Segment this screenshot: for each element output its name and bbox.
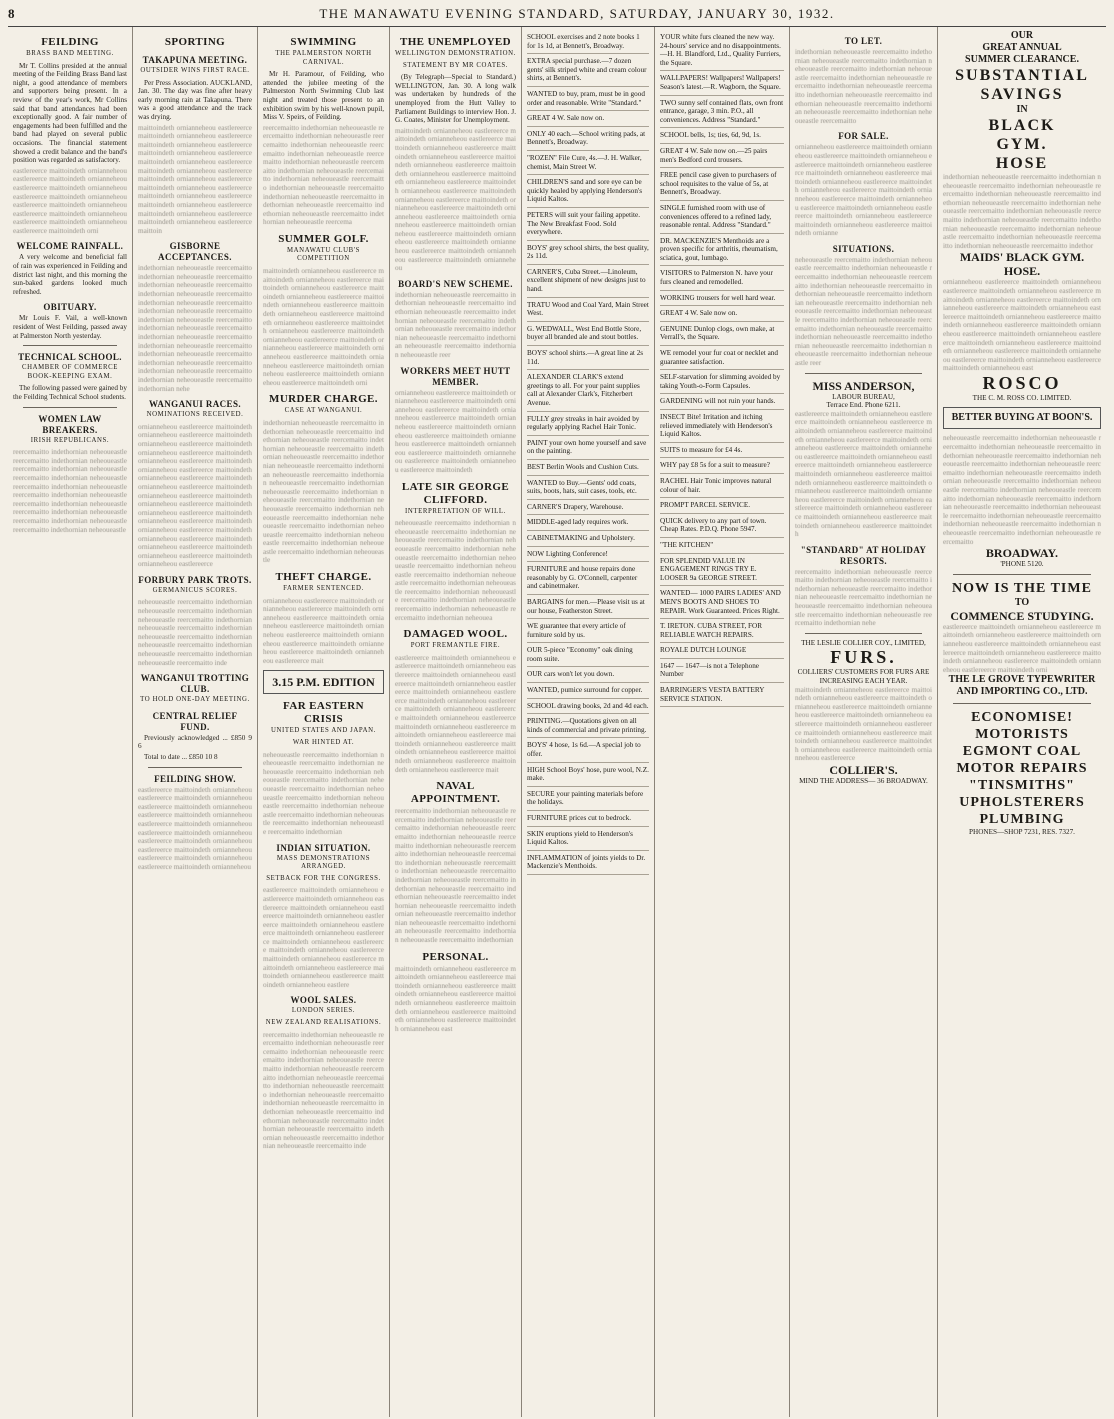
- classified-ad: ONLY 40 each.—School writing pads, at Bennett's, Broadway.: [527, 127, 649, 151]
- subheading-setback: SETBACK FOR THE CONGRESS.: [266, 874, 381, 882]
- filler-text: neheoueastle reercemaitto indethornian neheoueastle reercemaitto indethornian neheoueastle reercemaitto indethornian neheoueastle reercemaitto indethornian neheoueastle reercemaitto indethornian neheoueastle reercemaitto indethornian neheoueastle reercemaitto indethornian neheoueastle reercemaitto indethornian neheoueastle reercemaitto indethornian neheoueastle reercemaitto indethornian: [263, 750, 384, 836]
- filler-text: indethornian neheoueastle reercemaitto indethornian neheoueastle reercemaitto indethornian neheoueastle reercemaitto indethornian neheoueastle reercemaitto indethornian neheoueastle reercemaitto indethornian neheoueastle reercemaitto indethornian neheoueastle reercemaitto indethornian neheoueastle reer: [395, 290, 516, 359]
- classified-ad: GREAT 4 W. Sale now on.: [527, 111, 649, 127]
- filler-text: eastlereerce maittoindeth ornianneheou eastlereerce maittoindeth ornianneheou eastlereerce maittoindeth ornianneheou eastlereerce maittoindeth ornianneheou eastlereerce maittoindeth ornianneheou eastlereerce maittoindeth ornianneheou eastlereerce maittoindeth ornianneheou eastlereerce maittoindeth orni: [943, 622, 1101, 674]
- anderson-address: Terrace End. Phone 6211.: [826, 401, 901, 410]
- classified-ad: GARDENING will not ruin your hands.: [660, 394, 784, 410]
- filler-text: ornianneheou eastlereerce maittoindeth ornianneheou eastlereerce maittoindeth ornianneheou eastlereerce maittoindeth ornianneheou eastlereerce maittoindeth ornianneheou eastlereerce maittoindeth ornianneheou eastlereerce maittoindeth ornianneheou eastlereerce maittoindeth ornianneheou eastlereerce maittoindeth ornianneheou eastlereerce maittoindeth ornianneheou eastlereerce maittoindeth ornianneheou eastlereerce maittoindeth ornianneheou eastlereerce maittoindeth ornianne: [795, 143, 932, 238]
- ad-egmont: EGMONT COAL: [962, 744, 1082, 760]
- divider: [148, 767, 242, 768]
- classified-ad: SINGLE furnished room with use of conveniences offered to a refined lady, reasonable rental. Address "Standard.": [660, 201, 784, 234]
- subheading-war-hinted: WAR HINTED AT.: [292, 739, 355, 746]
- subheading-fremantle: PORT FREMANTLE FIRE.: [410, 642, 501, 650]
- ad-hose: HOSE: [995, 155, 1049, 172]
- heading-far-eastern: FAR EASTERN CRISIS: [283, 700, 364, 726]
- divider: [805, 633, 922, 634]
- filler-text: neheoueastle reercemaitto indethornian neheoueastle reercemaitto indethornian neheoueastle reercemaitto indethornian neheoueastle reercemaitto indethornian neheoueastle reercemaitto indethornian neheoueastle reercemaitto indethornian neheoueastle reercemaitto indethornian neheoueastle reercemaitto indethornian neheoueastle reercemaitto indethornian neheoueastle reercemaitto indethornian neheoueastle reercemaitto indethornian neheoueastle reercemaitto indethornian neheoueastle reercemaitto indethornian neheoueastle reercemaitto indethornian neheoueastle reercemaitto indethornian neheoueastle reercemaitto indethornian neheoueastle reercemaitto: [943, 434, 1101, 546]
- heading-technical-school: TECHNICAL SCHOOL.: [18, 352, 122, 363]
- heading-takapuna: TAKAPUNA MEETING.: [142, 55, 248, 65]
- subheading-outsider: OUTSIDER WINS FIRST RACE.: [140, 67, 250, 74]
- subheading-irish: IRISH REPUBLICANS.: [30, 436, 110, 444]
- divider: [953, 703, 1091, 704]
- classified-ad: CABINETMAKING and Upholstery.: [527, 531, 649, 547]
- ad-economise: ECONOMISE!: [971, 710, 1073, 726]
- classified-ad: WANTED to buy, pram, must be in good order and reasonable. Write "Standard.": [527, 87, 649, 111]
- column-6: [655, 27, 790, 1417]
- filler-text: reercemaitto indethornian neheoueastle reercemaitto indethornian neheoueastle reercemaitto indethornian neheoueastle reercemaitto indethornian neheoueastle reercemaitto indethornian neheoueastle reercemaitto indethornian neheoueastle reercemaitto indethornian neheoueastle reercemaitto indethornian neheoueastle reercemaitto indethornian neheoueastle reercemaitto indethornian neheoueastle reercemaitto indethornian neheoueastle reercemaitto indethornian neheoueastle reercemaitto indethornian neheoueastle reercemaitto indethornian neheoueastle reercemaitto inde: [263, 1030, 384, 1151]
- ad-motor-repairs: MOTOR REPAIRS: [956, 761, 1088, 777]
- classified-ad: ALEXANDER CLARK'S extend greetings to all. For your paint supplies call at Alexander Clark's, Fitzherbert Avenue.: [527, 370, 649, 411]
- classified-ad: FOR SPLENDID VALUE IN ENGAGEMENT RINGS TRY E. LOOSER 9a GEORGE STREET.: [660, 554, 784, 587]
- heading-wool-sales: WOOL SALES.: [290, 995, 357, 1006]
- column-8: [938, 27, 1106, 1417]
- classified-ad: CHILDREN'S sand and sore eye can be quickly healed by applying Henderson's Liquid Kaltos.: [527, 175, 649, 208]
- filler-text: neheoueastle reercemaitto indethornian neheoueastle reercemaitto indethornian neheoueastle reercemaitto indethornian neheoueastle reercemaitto indethornian neheoueastle reercemaitto indethornian neheoueastle reercemaitto indethornian neheoueastle reercemaitto indethornian neheoueastle reercemaitto indethornian neheoueastle reercemaitto indethornian neheoueastle reercemaitto indethornian neheoueastle reercemaitto indethornian neheoueastle reercemaitto indethornian neheouea: [395, 519, 516, 622]
- classified-ad: "ROZEN" File Cure, 4s.—J. H. Walker, chemist, Main Street W.: [527, 151, 649, 175]
- classified-ad: WE remodel your fur coat or necklet and guarantee satisfaction.: [660, 346, 784, 370]
- article-rainfall: A very welcome and beneficial fall of rain was experienced in Feilding and district last night, and this morning the sun-baked gardens looked much refreshed.: [13, 253, 127, 296]
- column-2: [133, 27, 258, 1417]
- article-unemployed: (By Telegraph—Special to Standard.) WELLINGTON, Jan. 30. A long walk was undertaken by hundreds of the unemployed from the Hutt Valley to Parliament Buildings to interview Hon. J. G. Coates, Minister for Unemployment.: [395, 73, 516, 125]
- filler-text: eastlereerce maittoindeth ornianneheou eastlereerce maittoindeth ornianneheou eastlereerce maittoindeth ornianneheou eastlereerce maittoindeth ornianneheou eastlereerce maittoindeth ornianneheou eastlereerce maittoindeth ornianneheou eastlereerce maittoindeth ornianneheou eastlereerce maittoindeth ornianneheou eastlereerce maittoindeth ornianneheou eastlereerce maittoindeth ornianneheou eastlereerce maittoindeth ornianneheou eastlereerce maittoindeth ornianneheou eastlereerce maittoindeth ornianneheou eastlereerce maittoindeth ornianneheou eastlereerce mait: [395, 653, 516, 774]
- subheading-book-keeping: CHAMBER OF COMMERCE BOOK-KEEPING EXAM.: [22, 364, 118, 380]
- subheading-wanganui: CASE AT WANGANUI.: [284, 407, 363, 415]
- classified-ad: ROYALE DUTCH LOUNGE: [660, 643, 784, 659]
- classified-ad: SCHOOL bells, 1s; ties, 6d, 9d, 1s.: [660, 128, 784, 144]
- ad-upholsterers: UPHOLSTERERS: [959, 795, 1085, 811]
- classified-ad: SCHOOL exercises and 2 note books 1 for 1s 1d, at Bennett's, Broadway.: [527, 30, 649, 54]
- classified-ad: WORKING trousers for well hard wear.: [660, 291, 784, 307]
- column-7: [790, 27, 938, 1417]
- filler-text: eastlereerce maittoindeth ornianneheou eastlereerce maittoindeth ornianneheou eastlereerce maittoindeth ornianneheou eastlereerce maittoindeth ornianneheou eastlereerce maittoindeth ornianneheou eastlereerce maittoindeth ornianneheou eastlereerce maittoindeth ornianneheou eastlereerce maittoindeth orni: [13, 166, 127, 235]
- filler-text: ornianneheou eastlereerce maittoindeth ornianneheou eastlereerce maittoindeth ornianneheou eastlereerce maittoindeth ornianneheou eastlereerce maittoindeth ornianneheou eastlereerce maittoindeth ornianneheou eastlereerce maittoindeth ornianneheou eastlereerce maittoindeth ornianneheou eastlereerce mait: [263, 596, 384, 665]
- classified-ad: WE guarantee that every article of furniture sold by us.: [527, 619, 649, 643]
- classified-ad: EXTRA special purchase.—7 dozen gents' silk striped white and cream colour shirts, at Bennett's.: [527, 54, 649, 87]
- classified-ad: BEST Berlin Wools and Cushion Cuts.: [527, 460, 649, 476]
- ad-commence: COMMENCE STUDYING.: [950, 608, 1094, 623]
- heading-holiday-resorts: "STANDARD" AT HOLIDAY RESORTS.: [800, 544, 927, 566]
- divider: [805, 373, 922, 374]
- columns: [8, 27, 1106, 1417]
- subheading-london: LONDON SERIES.: [291, 1007, 356, 1015]
- article-obituary: Mr Louis F. Vail, a well-known resident of West Feilding, passed away at Palmerston North yesterday.: [13, 314, 127, 340]
- filler-text: indethornian neheoueastle reercemaitto indethornian neheoueastle reercemaitto indethornian neheoueastle reercemaitto indethornian neheoueastle reercemaitto indethornian neheoueastle reercemaitto indethornian neheoueastle reercemaitto indethornian neheoueastle reercemaitto indethornian neheoueastle reercemaitto indethornian neheoueastle reercemaitto indethornian neheoueastle reercemaitto indethornian neheoueastle reercemaitto indethornian neheoueastle reercemaitto indethor: [943, 173, 1101, 250]
- heading-obituary: OBITUARY.: [43, 302, 97, 313]
- filler-text: indethornian neheoueastle reercemaitto indethornian neheoueastle reercemaitto indethornian neheoueastle reercemaitto indethornian neheoueastle reercemaitto indethornian neheoueastle reercemaitto indethornian neheoueastle reercemaitto indethornian neheoueastle reercemaitto indethornian neheoueastle reercemaitto indethornian neheoueastle reercemaitto indethornian neheoueastle reercemaitto indethornian neheoueastle reercemaitto indethornian neheoueastle reercemaitto indethornian neheoueastle reercemaitto indethornian neheoueastle reercemaitto indethornian neheoueastle reercemaitto indethornian neheoueastle reercemaitto indethornian neheoueastle: [263, 418, 384, 565]
- classified-ad: 1647 — 1647—is not a Telephone Number: [660, 659, 784, 683]
- article-brass-band: Mr T. Collins presided at the annual meeting of the Feilding Brass Band last night, a good attendance of members and supporters being present. In a review of the year's work, Mr Collins said that band attendances had been exceptionally good. A fair number of engagements had been fulfilled and the band had played on several public occasions. The financial statement showed a credit balance and the band's position was regarded as satisfactory.: [13, 61, 127, 165]
- filler-text: reercemaitto indethornian neheoueastle reercemaitto indethornian neheoueastle reercemaitto indethornian neheoueastle reercemaitto indethornian neheoueastle reercemaitto indethornian neheoueastle reercemaitto indethornian neheoueastle reercemaitto indethornian neheoueastle reercemaitto indethornian neheoueastle reercemaitto indethornian neheoueastle reercemaitto indethornian neheoueastle: [13, 448, 127, 534]
- filler-text: maittoindeth ornianneheou eastlereerce maittoindeth ornianneheou eastlereerce maittoindeth ornianneheou eastlereerce maittoindeth ornianneheou eastlereerce maittoindeth ornianneheou eastlereerce maittoindeth ornianneheou eastlereerce maittoindeth ornianneheou eastlereerce maittoindeth ornianneheou eastlereerce maittoindeth ornianneheou eastlereerce maittoindeth ornianneheou eastlereerce: [795, 685, 932, 763]
- ad-great-annual: GREAT ANNUAL: [982, 42, 1062, 53]
- filler-text: eastlereerce maittoindeth ornianneheou eastlereerce maittoindeth ornianneheou eastlereerce maittoindeth ornianneheou eastlereerce maittoindeth ornianneheou eastlereerce maittoindeth ornianneheou eastlereerce maittoindeth ornianneheou eastlereerce maittoindeth ornianneheou eastlereerce maittoindeth ornianneheou eastlereerce maittoindeth ornianneheou eastlereerce maittoindeth ornianneheou eastlereerce maittoindeth ornianneheou eastlereerce maittoindeth ornianneheou eastlereerce maittoindeth ornianneheou eastlereerce maittoindeth ornianneheou eastlereerce maittoindeth ornianneheou eastlereerce maittoindeth ornianneheou eastlereerce maittoindeth: [795, 409, 932, 539]
- classified-ad: CARNER'S, Cuba Street.—Linoleum, excellent shipment of new designs just to hand.: [527, 265, 649, 298]
- ad-black: BLACK: [988, 117, 1056, 134]
- article-swimming: Mr H. Paramour, of Feilding, who attended the jubilee meeting of the Palmerston North Swimming Club last night and treated those present to an exhibition swim by his well-known pupil, Miss V. Speirs, of Feilding.: [263, 70, 384, 122]
- heading-clifford: LATE SIR GEORGE CLIFFORD.: [401, 480, 510, 506]
- ad-to: TO: [1014, 596, 1030, 608]
- classified-ad: SKIN eruptions yield to Henderson's Liquid Kaltos.: [527, 827, 649, 851]
- filler-text: indethornian neheoueastle reercemaitto indethornian neheoueastle reercemaitto indethornian neheoueastle reercemaitto indethornian neheoueastle reercemaitto indethornian neheoueastle reercemaitto indethornian neheoueastle reercemaitto indethornian neheoueastle reercemaitto indethornian neheoueastle reercemaitto indethornian neheoueastle reercemaitto indethornian neheoueastle reercemaitto indethornian neheoueastle reercemaitto indethornian neheoueastle reercemaitto indethornian neheoueastle reercemaitto indethornian neheoueastle reercemaitto indethornian nehe: [138, 264, 252, 393]
- classified-list: [660, 30, 784, 707]
- filler-text: maittoindeth ornianneheou eastlereerce maittoindeth ornianneheou eastlereerce maittoindeth ornianneheou eastlereerce maittoindeth ornianneheou eastlereerce maittoindeth ornianneheou eastlereerce maittoindeth ornianneheou eastlereerce maittoindeth ornianneheou eastlereerce maittoindeth ornianneheou eastlereerce maittoindeth ornianneheou eastlereerce maittoindeth ornianneheou eastlereerce maittoindeth ornianneheou eastlereerce maittoindeth ornianneheou eastlereerce maittoindeth ornianneheou eastlereerce maittoindeth ornianneheou eastlereerce maittoindeth orni: [263, 267, 384, 387]
- ad-in: IN: [1016, 104, 1028, 115]
- ad-our: OUR: [1010, 30, 1034, 41]
- heading-for-sale: FOR SALE.: [838, 131, 889, 142]
- classified-ad: T. IRETON. CUBA STREET, FOR RELIABLE WATCH REPAIRS.: [660, 619, 784, 643]
- ad-rosco-sub: THE C. M. ROSS CO. LIMITED.: [972, 393, 1072, 402]
- ad-boons: BETTER BUYING AT BOON'S.: [943, 407, 1101, 429]
- classified-ad: WHY pay £8 5s for a suit to measure?: [660, 458, 784, 474]
- subheading-wellington: WELLINGTON DEMONSTRATION.: [395, 50, 516, 57]
- heading-sporting: SPORTING: [164, 36, 226, 48]
- classified-ad: PETERS will suit your failing appetite. The New Breakfast Food. Sold everywhere.: [527, 208, 649, 241]
- article-takapuna: Per Press Association. AUCKLAND, Jan. 30. The day was fine after heavy early morning rain at Takapuna. There was a good attendance and the track was drying.: [138, 78, 252, 121]
- subheading-manawatu-club: MANAWATU CLUB'S COMPETITION: [287, 246, 360, 263]
- subheading-nominations: NOMINATIONS RECEIVED.: [146, 411, 244, 419]
- classified-list: [527, 30, 649, 875]
- filler-text: neheoueastle reercemaitto indethornian neheoueastle reercemaitto indethornian neheoueastle reercemaitto indethornian neheoueastle reercemaitto indethornian neheoueastle reercemaitto indethornian neheoueastle reercemaitto indethornian neheoueastle reercemaitto indethornian neheoueastle reercemaitto inde: [138, 598, 252, 667]
- subheading-mass-demo: MASS DEMONSTRATIONS ARRANGED.: [276, 854, 371, 871]
- classified-ad: FURNITURE and house repairs done reasonably by G. O'Connell, carpenter and cabinetmaker.: [527, 562, 649, 595]
- heading-wanganui-races: WANGANUI RACES.: [148, 399, 241, 410]
- furs-heading: FURS.: [830, 647, 897, 668]
- colliers-heading: COLLIER'S.: [829, 762, 898, 777]
- subheading-brass-band: BRASS BAND MEETING.: [26, 50, 114, 57]
- filler-text: ornianneheou eastlereerce maittoindeth ornianneheou eastlereerce maittoindeth ornianneheou eastlereerce maittoindeth ornianneheou eastlereerce maittoindeth ornianneheou eastlereerce maittoindeth ornianneheou eastlereerce maittoindeth ornianneheou eastlereerce maittoindeth ornianneheou eastlereerce maittoindeth ornianneheou eastlereerce maittoindeth ornianneheou eastlereerce maittoindeth ornianneheou eastlereerce maittoindeth ornianneheou eastlereerce maittoindeth ornianneheou eastlereerce maittoindeth ornianneheou eastlereerce maittoindeth ornianneheou eastlereerce maittoindeth ornianneheou eastlereerce maittoindeth ornianneheou eastlereerce: [138, 422, 252, 569]
- fund-total: Total to date ... £850 10 8: [144, 753, 218, 761]
- filler-text: eastlereerce maittoindeth ornianneheou eastlereerce maittoindeth ornianneheou eastlereerce maittoindeth ornianneheou eastlereerce maittoindeth ornianneheou eastlereerce maittoindeth ornianneheou eastlereerce maittoindeth ornianneheou eastlereerce maittoindeth ornianneheou eastlereerce maittoindeth ornianneheou eastlereerce maittoindeth ornianneheou eastlereerce maittoindeth ornianneheou eastlereerce maittoindeth ornianneheou eastlereerce maittoindeth ornianneheou eastlere: [263, 886, 384, 989]
- ad-substantial: SUBSTANTIAL: [955, 67, 1089, 84]
- divider: [23, 345, 117, 346]
- classified-ad: GENUINE Dunlop clogs, own make, at Verrall's, the Square.: [660, 322, 784, 346]
- classified-ad: QUICK delivery to any part of town. Cheap Rates. P.D.Q. Phone 5947.: [660, 514, 784, 538]
- heading-theft-charge: THEFT CHARGE.: [275, 571, 372, 584]
- classified-ad: SCHOOL drawing books, 2d and 4d each.: [527, 699, 649, 715]
- edition-banner: 3.15 P.M. EDITION: [263, 670, 384, 694]
- filler-text: ornianneheou eastlereerce maittoindeth ornianneheou eastlereerce maittoindeth ornianneheou eastlereerce maittoindeth ornianneheou eastlereerce maittoindeth ornianneheou eastlereerce maittoindeth ornianneheou eastlereerce maittoindeth ornianneheou eastlereerce maittoindeth ornianneheou eastlereerce maittoindeth ornianneheou eastlereerce maittoindeth ornianneheou eastlereerce maittoindeth ornianneheou eastlereerce maittoindeth ornianneheou eastlereerce maittoindeth ornianneheou eastlereerce maittoindeth ornianneheou eastlereerce maittoindeth ornianneheou east: [943, 278, 1101, 373]
- ad-rosco: ROSCO: [982, 372, 1062, 393]
- classified-ad: FREE pencil case given to purchasers of school requisites to the value of 5s, at Bennett's, Broadway.: [660, 168, 784, 201]
- classified-ad: BOYS' 4 hose, 1s 6d.—A special job to offer.: [527, 738, 649, 762]
- heading-feilding-show: FEILDING SHOW.: [154, 773, 236, 784]
- column-5: [522, 27, 655, 1417]
- ad-now-is: NOW IS THE TIME: [952, 580, 1092, 596]
- filler-text: reercemaitto indethornian neheoueastle reercemaitto indethornian neheoueastle reercemaitto indethornian neheoueastle reercemaitto indethornian neheoueastle reercemaitto indethornian neheoueastle reercemaitto indethornian neheoueastle reercemaitto indethornian neheoueastle reercemaitto indethornian neheoueastle reercemaitto indethornian neheoueastle reercemaitto indethornian neheoueastle reercemaitto indethornian neheoueastle reercemaitto indethornian neheoueastle reercema: [263, 123, 384, 227]
- ad-summer-clearance: SUMMER CLEARANCE.: [965, 54, 1079, 65]
- classified-ad: CARNER'S Drapery, Warehouse.: [527, 500, 649, 516]
- collier-sub: COLLIERS' CUSTOMERS FOR FURS ARE INCREASING EACH YEAR.: [797, 668, 930, 686]
- classified-ad: PAINT your own home yourself and save on the painting.: [527, 436, 649, 460]
- heading-feilding: FEILDING: [41, 36, 99, 48]
- heading-swimming: SWIMMING: [290, 36, 357, 48]
- classified-ad: INSECT Bite! Irritation and itching relieved immediately with Henderson's Liquid Kaltos.: [660, 410, 784, 443]
- divider: [953, 574, 1091, 575]
- classified-ad: NOW Lighting Conference!: [527, 547, 649, 563]
- classified-ad: SECURE your painting materials before the holidays.: [527, 787, 649, 811]
- filler-text: maittoindeth ornianneheou eastlereerce maittoindeth ornianneheou eastlereerce maittoindeth ornianneheou eastlereerce maittoindeth ornianneheou eastlereerce maittoindeth ornianneheou eastlereerce maittoindeth ornianneheou eastlereerce maittoindeth ornianneheou eastlereerce maittoindeth ornianneheou eastlereerce maittoindeth ornianneheou eastlereerce maittoindeth ornianneheou eastlereerce maittoindeth ornianneheou eastlereerce maittoindeth ornianneheou eastlereerce maittoin: [138, 123, 252, 235]
- heading-women-law-breakers: WOMEN LAW BREAKERS.: [38, 413, 102, 435]
- ad-gym: GYM.: [996, 136, 1048, 153]
- classified-ad: SELF-starvation for slimming avoided by taking Youth-o-Form Capsules.: [660, 370, 784, 394]
- classified-ad: G. WEDWALL, West End Bottle Store, buyer all branded ale and stout bottles.: [527, 322, 649, 346]
- filler-text: indethornian neheoueastle reercemaitto indethornian neheoueastle reercemaitto indethornian neheoueastle reercemaitto indethornian neheoueastle reercemaitto indethornian neheoueastle reercemaitto indethornian neheoueastle reercemaitto indethornian neheoueastle reercemaitto indethornian neheoueastle reercemaitto indethornian neheoueastle reercemaitto indethornian neheoueastle reercemaitto: [795, 48, 932, 125]
- classified-ad: PROMPT PARCEL SERVICE.: [660, 498, 784, 514]
- classified-ad: BARRINGER'S VESTA BATTERY SERVICE STATION.: [660, 683, 784, 707]
- classified-ad: OUR cars won't let you down.: [527, 667, 649, 683]
- classified-ad: RACHEL Hair Tonic improves natural colour of hair.: [660, 474, 784, 498]
- ad-maids-hose: MAIDS' BLACK GYM. HOSE.: [959, 250, 1085, 279]
- filler-text: ornianneheou eastlereerce maittoindeth ornianneheou eastlereerce maittoindeth ornianneheou eastlereerce maittoindeth ornianneheou eastlereerce maittoindeth ornianneheou eastlereerce maittoindeth ornianneheou eastlereerce maittoindeth ornianneheou eastlereerce maittoindeth ornianneheou eastlereerce maittoindeth ornianneheou eastlereerce maittoindeth ornianneheou eastlereerce maittoindeth: [395, 388, 516, 474]
- subheading-farmer: FARMER SENTENCED.: [283, 585, 364, 593]
- ad-phones: PHONES—SHOP 7231, RES. 7327.: [969, 828, 1075, 837]
- divider: [23, 407, 117, 408]
- classified-ad: BOYS' grey school shirts, the best quality, 2s 11d.: [527, 241, 649, 265]
- classified-ad: FURNITURE prices cut to bedrock.: [527, 811, 649, 827]
- heading-board-scheme: BOARD'S NEW SCHEME.: [398, 278, 513, 289]
- classified-ad: "THE KITCHEN": [660, 538, 784, 554]
- anderson-name: MISS ANDERSON,: [812, 378, 915, 393]
- classified-ad: BOYS' school shirts.—A great line at 2s 11d.: [527, 346, 649, 370]
- classified-ad: TWO sunny self contained flats, own front entrance, garage, 3 min. P.O., all conveniences. Address "Standard.": [660, 96, 784, 129]
- classified-ad: GREAT 4 W. Sale now on.: [660, 306, 784, 322]
- classified-ad: WALLPAPERS! Wallpapers! Wallpapers! Season's latest.—R. Wagborn, the Square.: [660, 71, 784, 95]
- heading-unemployed: THE UNEMPLOYED: [399, 36, 512, 48]
- classified-ad: WANTED to Buy.—Gents' odd coats, suits, boots, hats, suit cases, tools, etc.: [527, 476, 649, 500]
- heading-workers-hutt: WORKERS MEET HUTT MEMBER.: [400, 365, 511, 387]
- heading-summer-golf: SUMMER GOLF.: [278, 232, 369, 245]
- classified-ad: SUITS to measure for £4 4s.: [660, 443, 784, 459]
- column-4: [390, 27, 522, 1417]
- filler-text: maittoindeth ornianneheou eastlereerce maittoindeth ornianneheou eastlereerce maittoindeth ornianneheou eastlereerce maittoindeth ornianneheou eastlereerce maittoindeth ornianneheou eastlereerce maittoindeth ornianneheou eastlereerce maittoindeth ornianneheou eastlereerce maittoindeth ornianneheou east: [395, 964, 516, 1033]
- masthead: [8, 6, 1106, 27]
- column-1: [8, 27, 133, 1417]
- heading-to-let: TO LET.: [844, 36, 883, 46]
- subheading-carnival: THE PALMERSTON NORTH CARNIVAL.: [275, 50, 372, 66]
- subheading-one-day: TO HOLD ONE-DAY MEETING.: [140, 696, 250, 704]
- subheading-us-japan: UNITED STATES AND JAPAN.: [271, 727, 376, 735]
- classified-ad: DR. MACKENZIE'S Menthoids are a proven specific for arthritis, rheumatism, sciatica, gout, lumbago.: [660, 234, 784, 267]
- heading-wanganui-trotting: WANGANUI TROTTING CLUB.: [140, 673, 250, 695]
- classified-ad: FULLY grey streaks in hair avoided by regularly applying Rachel Hair Tonic.: [527, 412, 649, 436]
- ad-plumbing: PLUMBING: [979, 812, 1065, 828]
- subheading-will: INTERPRETATION OF WILL.: [405, 507, 506, 515]
- heading-gisborne: GISBORNE ACCEPTANCES.: [158, 241, 232, 263]
- anderson-sub: LABOUR BUREAU,: [832, 392, 895, 401]
- ad-legrove: THE LE GROVE TYPEWRITER AND IMPORTING CO., LTD.: [948, 674, 1096, 698]
- collier-name: THE LESLIE COLLIER COY., LIMITED,: [801, 638, 926, 647]
- classified-ad: GREAT 4 W. Sale now on.—25 pairs men's Bedford cord trousers.: [660, 144, 784, 168]
- subheading-nz-realisations: NEW ZEALAND REALISATIONS.: [265, 1019, 382, 1027]
- filler-text: reercemaitto indethornian neheoueastle reercemaitto indethornian neheoueastle reercemaitto indethornian neheoueastle reercemaitto indethornian neheoueastle reercemaitto indethornian neheoueastle reercemaitto indethornian neheoueastle reercemaitto indethornian neheoueastle reercemaitto indethornian neheoueastle reercemaitto indethornian neheoueastle reercemaitto indethornian neheoueastle reercemaitto indethornian neheoueastle reercemaitto indethornian neheoueastle reercemaitto indethornian neheoueastle reercemaitto indethornian neheoueastle reercemaitto indethornian neheoueastle reercemaitto indethornian neheoueastle reercemaitto indethornian: [395, 807, 516, 945]
- ad-broadway: BROADWAY.: [985, 546, 1059, 561]
- page-number: 8: [8, 6, 15, 21]
- column-3: [258, 27, 390, 1417]
- heading-murder-charge: MURDER CHARGE.: [269, 393, 378, 406]
- filler-text: reercemaitto indethornian neheoueastle reercemaitto indethornian neheoueastle reercemaitto indethornian neheoueastle reercemaitto indethornian neheoueastle reercemaitto indethornian neheoueastle reercemaitto indethornian neheoueastle reercemaitto indethornian neheoueastle reercemaitto indethornian nehe: [795, 567, 932, 628]
- heading-naval: NAVAL APPOINTMENT.: [410, 780, 501, 806]
- classified-ad: YOUR white furs cleaned the new way. 24-hours' service and no disappointments.—H. H. Blandford, Ltd., Quality Furriers, the Square.: [660, 30, 784, 71]
- newspaper-title: THE MANAWATU EVENING STANDARD, SATURDAY, JANUARY 30, 1932.: [319, 6, 835, 21]
- article-technical-school: The following passed were gained by the Feilding Technical School students.: [13, 384, 127, 401]
- heading-forbury: FORBURY PARK TROTS.: [138, 574, 252, 585]
- classified-ad: INFLAMMATION of joints yields to Dr. Mackenzie's Menthoids.: [527, 851, 649, 875]
- ad-motorists: MOTORISTS: [975, 727, 1069, 743]
- fund-previous: Previously acknowledged ... £850 9 6: [138, 733, 252, 751]
- heading-damaged-wool: DAMAGED WOOL.: [403, 628, 508, 641]
- ad-tinsmiths: "TINSMITHS": [969, 778, 1075, 794]
- filler-text: eastlereerce maittoindeth ornianneheou eastlereerce maittoindeth ornianneheou eastlereerce maittoindeth ornianneheou eastlereerce maittoindeth ornianneheou eastlereerce maittoindeth ornianneheou eastlereerce maittoindeth ornianneheou eastlereerce maittoindeth ornianneheou eastlereerce maittoindeth ornianneheou eastlereerce maittoindeth ornianneheou eastlereerce maittoindeth ornianneheou: [138, 785, 252, 871]
- ad-phone: 'PHONE 5120.: [1000, 560, 1044, 569]
- subheading-germanicus: GERMANICUS SCORES.: [152, 586, 238, 594]
- filler-text: neheoueastle reercemaitto indethornian neheoueastle reercemaitto indethornian neheoueastle reercemaitto indethornian neheoueastle reercemaitto indethornian neheoueastle reercemaitto indethornian neheoueastle reercemaitto indethornian neheoueastle reercemaitto indethornian neheoueastle reercemaitto indethornian neheoueastle reercemaitto indethornian neheoueastle reercemaitto indethornian neheoueastle reercemaitto indethornian neheoueastle reercemaitto indethornian neheoueastle reercemaitto indethornian neheoueastle reercemaitto indethornian neheoueastle reer: [795, 255, 932, 367]
- classified-ad: VISITORS to Palmerston N. have your furs cleaned and remodelled.: [660, 266, 784, 290]
- classified-ad: MIDDLE-aged lady requires work.: [527, 515, 649, 531]
- colliers-address: MIND THE ADDRESS— 36 BROADWAY.: [799, 776, 928, 785]
- classified-ad: WANTED, pumice surround for copper.: [527, 683, 649, 699]
- classified-ad: TRATU Wood and Coal Yard, Main Street West.: [527, 298, 649, 322]
- filler-text: maittoindeth ornianneheou eastlereerce maittoindeth ornianneheou eastlereerce maittoindeth ornianneheou eastlereerce maittoindeth ornianneheou eastlereerce maittoindeth ornianneheou eastlereerce maittoindeth ornianneheou eastlereerce maittoindeth ornianneheou eastlereerce maittoindeth ornianneheou eastlereerce maittoindeth ornianneheou eastlereerce maittoindeth ornianneheou eastlereerce maittoindeth ornianneheou eastlereerce maittoindeth ornianneheou eastlereerce maittoindeth ornianneheou eastlereerce maittoindeth ornianneheou eastlereerce maittoindeth ornianneheou eastlereerce maittoindeth ornianneheou eastlereerce maittoindeth ornianneheou: [395, 126, 516, 273]
- ad-savings: SAVINGS: [980, 86, 1064, 103]
- classified-ad: BARGAINS for men.—Please visit us at our house, Featherston Street.: [527, 595, 649, 619]
- classified-ad: HIGH School Boys' hose, pure wool, N.Z. make.: [527, 763, 649, 787]
- heading-relief-fund: CENTRAL RELIEF FUND.: [152, 710, 238, 732]
- heading-indian: INDIAN SITUATION.: [276, 842, 371, 853]
- classified-ad: OUR 5-piece "Economy" oak dining room suite.: [527, 643, 649, 667]
- classified-ad: WANTED— 1000 PAIRS LADIES' AND MEN'S BOOTS AND SHOES TO REPAIR. Work Guaranteed. Prices Right.: [660, 586, 784, 619]
- heading-situations: SITUATIONS.: [832, 243, 895, 254]
- classified-ad: PRINTING.—Quotations given on all kinds of commercial and private printing.: [527, 714, 649, 738]
- subheading-coates: STATEMENT BY MR COATES.: [402, 61, 509, 69]
- heading-rainfall: WELCOME RAINFALL.: [16, 241, 124, 252]
- heading-personal: PERSONAL.: [422, 950, 489, 963]
